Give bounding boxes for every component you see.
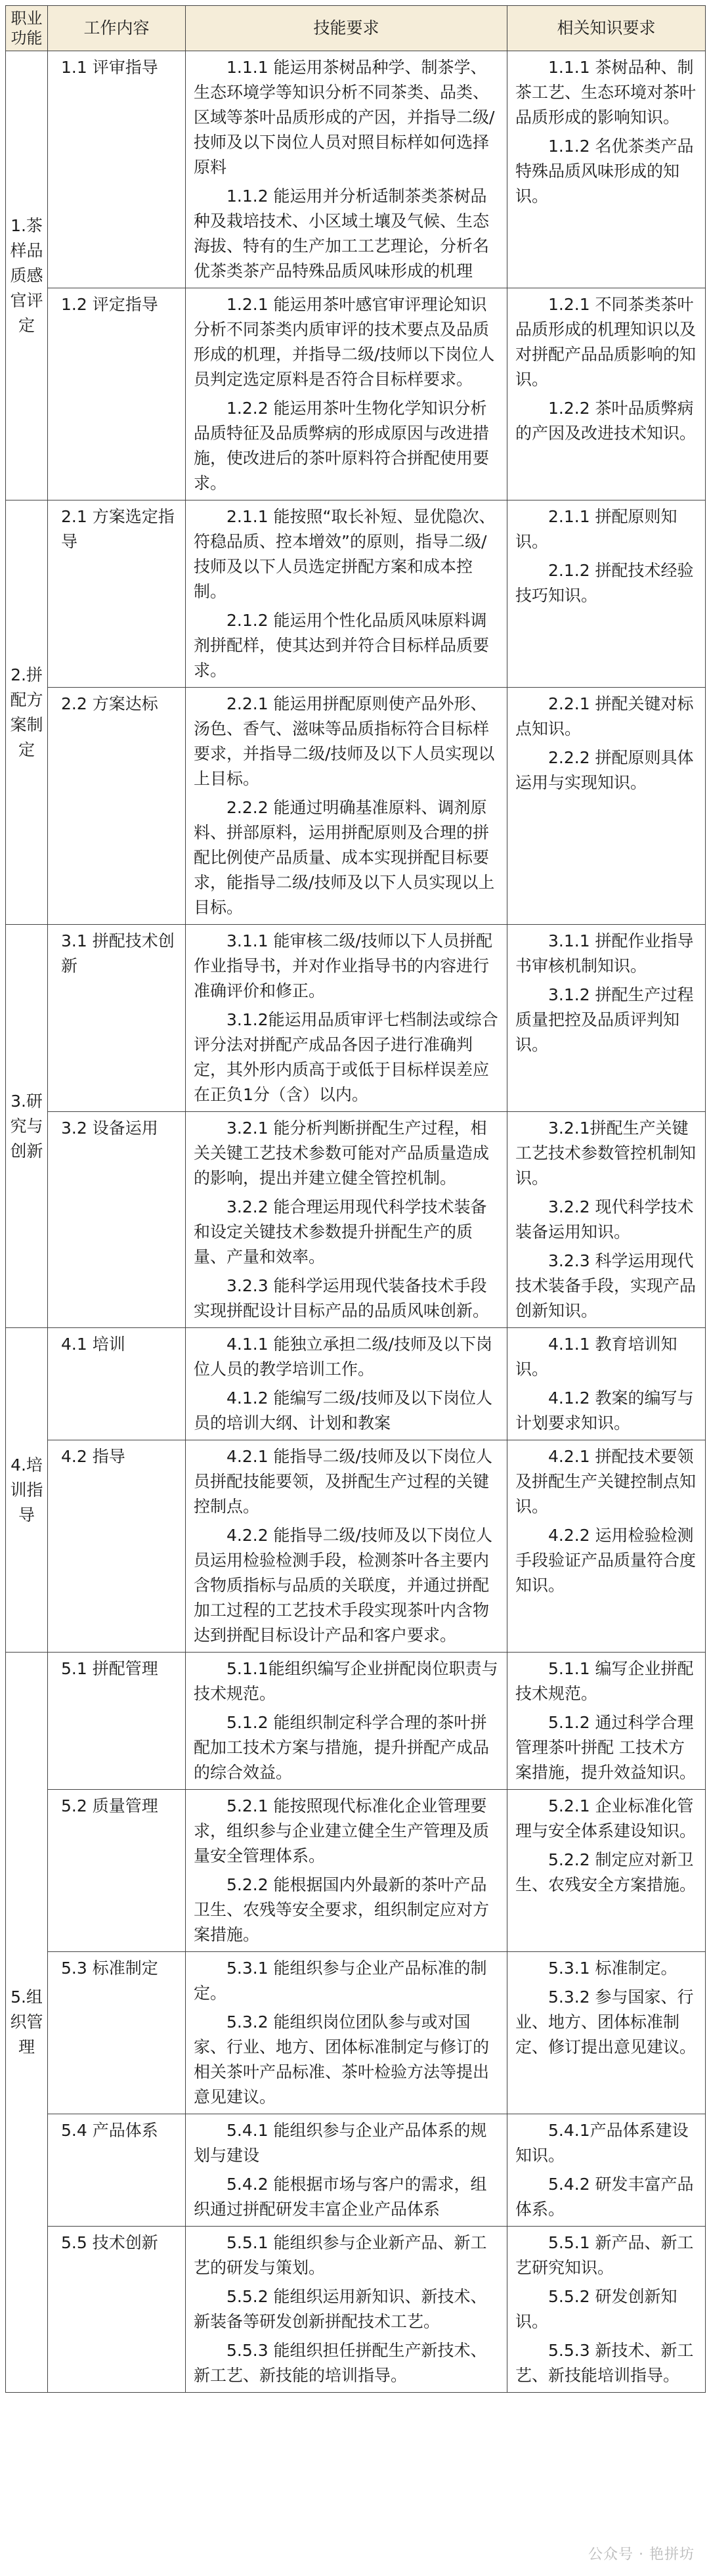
knowledge-item: 1.2.2 茶叶品质弊病的产因及改进技术知识。 <box>515 399 697 443</box>
knowledge-requirement-cell <box>507 288 706 500</box>
skill-requirement-cell <box>186 500 507 688</box>
skill-requirement-item: 4.1.2 能编写二级/技师及以下岗位人员的培训大纲、计划和教案 <box>194 1388 492 1432</box>
skill-requirement-item: 1.2.2 能运用茶叶生物化学知识分析品质特征及品质弊病的形成原因与改进措施，使改进后的茶叶原料符合拼配使用要求。 <box>194 399 490 493</box>
skill-requirement-cell <box>186 925 507 1112</box>
knowledge-item: 5.1.1 编写企业拼配技术规范。 <box>515 1659 694 1703</box>
knowledge-item: 3.2.2 现代科学技术装备运用知识。 <box>515 1197 694 1241</box>
skill-requirement-cell <box>186 2227 507 2393</box>
header-knowledge: 相关知识要求 <box>507 6 706 51</box>
knowledge-item: 4.1.1 教育培训知识。 <box>515 1335 677 1379</box>
table-row <box>6 1790 706 1952</box>
table-row <box>6 1328 706 1440</box>
table-row <box>6 1653 706 1790</box>
work-content-cell: 5.2 质量管理 <box>48 1790 186 1952</box>
work-content-cell: 4.1 培训 <box>48 1328 186 1440</box>
skill-requirement-item: 4.1.1 能独立承担二级/技师及以下岗位人员的教学培训工作。 <box>194 1335 492 1379</box>
knowledge-item: 5.5.3 新技术、新工艺、新技能培训指导。 <box>515 2341 694 2385</box>
table-header-row <box>6 6 706 51</box>
skill-requirement-item: 3.2.3 能科学运用现代装备技术手段实现拼配设计目标产品的品质风味创新。 <box>194 1276 490 1320</box>
table-row <box>6 688 706 925</box>
function-label: 3.研究与创新 <box>10 1091 43 1161</box>
knowledge-item: 5.1.2 通过科学合理管理茶叶拼配 工技术方案措施，提升效益知识。 <box>515 1713 697 1782</box>
knowledge-item: 5.2.2 制定应对新卫生、农残安全方案措施。 <box>515 1850 697 1894</box>
skill-requirement-cell <box>186 1440 507 1653</box>
knowledge-requirement-cell <box>507 1653 706 1790</box>
header-requirements: 技能要求 <box>186 6 507 51</box>
knowledge-item: 4.1.2 教案的编写与计划要求知识。 <box>515 1388 694 1432</box>
work-content-cell: 3.1 拼配技术创新 <box>48 925 186 1112</box>
knowledge-item: 5.3.1 标准制定。 <box>548 1959 677 1978</box>
table-row <box>6 500 706 688</box>
table-row <box>6 2114 706 2227</box>
table-body <box>6 51 706 2393</box>
knowledge-item: 5.5.1 新产品、新工艺研究知识。 <box>515 2233 694 2277</box>
knowledge-item: 2.1.1 拼配原则知识。 <box>515 507 677 551</box>
knowledge-item: 3.1.1 拼配作业指导书审核机制知识。 <box>515 931 694 975</box>
skill-requirement-item: 2.2.2 能通过明确基准原料、调剂原料、拼部原料，运用拼配原则及合理的拼配比例使产品质量、成本实现拼配目标要求，能指导二级/技师及以下人员实现以上目标。 <box>194 798 495 917</box>
work-content-cell: 5.5 技术创新 <box>48 2227 186 2393</box>
knowledge-item: 3.1.2 拼配生产过程质量把控及品质评判知识。 <box>515 985 694 1054</box>
function-cell <box>6 925 48 1328</box>
header-func: 职业功能 <box>6 6 48 51</box>
work-content-cell: 5.1 拼配管理 <box>48 1653 186 1790</box>
skill-requirement-item: 3.2.1 能分析判断拼配生产过程，相关关键工艺技术参数可能对产品质量造成的影响，提出并建立健全管控机制。 <box>194 1119 490 1188</box>
skill-requirement-cell <box>186 288 507 500</box>
skill-requirement-item: 5.2.1 能按照现代标准化企业管理要求，组织参与企业建立健全生产管理及质量安全管理体系。 <box>194 1796 490 1865</box>
table-row <box>6 1440 706 1653</box>
knowledge-requirement-cell <box>507 2114 706 2227</box>
knowledge-item: 2.2.2 拼配原则具体运用与实现知识。 <box>515 748 694 792</box>
skill-requirement-cell <box>186 1112 507 1328</box>
function-label: 1.茶样品质感官评定 <box>10 215 43 335</box>
skill-requirements-table <box>5 5 706 2393</box>
skill-requirement-item: 5.3.2 能组织岗位团队参与或对国家、行业、地方、团体标准制定与修订的相关茶叶产品标准、茶叶检验方法等提出意见建议。 <box>194 2012 490 2106</box>
skill-requirement-item: 4.2.2 能指导二级/技师及以下岗位人员运用检验检测手段，检测茶叶各主要内含物质指标与品质的关联度，并通过拼配加工过程的工艺技术手段实现茶叶内含物达到拼配目标设计产品和客户要求。 <box>194 1526 492 1645</box>
skill-requirement-cell <box>186 1790 507 1952</box>
skill-requirement-item: 3.2.2 能合理运用现代科学技术装备和设定关键技术参数提升拼配生产的质量、产量和效率。 <box>194 1197 487 1266</box>
function-label: 4.培训指导 <box>10 1455 43 1524</box>
work-content-cell: 1.1 评审指导 <box>48 51 186 288</box>
knowledge-item: 3.2.1拼配生产关键工艺技术参数管控机制知识。 <box>515 1119 697 1188</box>
knowledge-item: 1.1.2 名优茶类产品特殊品质风味形成的知识。 <box>515 137 694 206</box>
skill-requirement-cell <box>186 1653 507 1790</box>
skill-requirement-item: 5.4.2 能根据市场与客户的需求，组织通过拼配研发丰富企业产品体系 <box>194 2175 487 2219</box>
work-content-cell: 5.3 标准制定 <box>48 1952 186 2114</box>
skill-requirement-item: 5.1.2 能组织制定科学合理的茶叶拼配加工技术方案与措施，提升拼配产成品的综合效益。 <box>194 1713 490 1782</box>
knowledge-requirement-cell <box>507 51 706 288</box>
knowledge-item: 4.2.2 运用检验检测手段验证产品质量符合度知识。 <box>515 1526 697 1595</box>
table-row <box>6 288 706 500</box>
work-content-cell: 2.1 方案选定指导 <box>48 500 186 688</box>
knowledge-requirement-cell <box>507 1790 706 1952</box>
knowledge-requirement-cell <box>507 1440 706 1653</box>
knowledge-requirement-cell <box>507 1952 706 2114</box>
function-cell <box>6 51 48 500</box>
knowledge-requirement-cell <box>507 1328 706 1440</box>
function-cell <box>6 1328 48 1653</box>
knowledge-requirement-cell <box>507 2227 706 2393</box>
table-row <box>6 1952 706 2114</box>
knowledge-item: 1.2.1 不同茶类茶叶品质形成的机理知识以及对拼配产品品质影响的知识。 <box>515 295 697 389</box>
knowledge-requirement-cell <box>507 1112 706 1328</box>
skill-requirement-item: 5.5.1 能组织参与企业新产品、新工艺的研发与策划。 <box>194 2233 487 2277</box>
skill-requirement-item: 1.2.1 能运用茶叶感官审评理论知识分析不同茶类内质审评的技术要点及品质形成的机理，并指导二级/技师以下岗位人员判定选定原料是否符合目标样要求。 <box>194 295 495 389</box>
knowledge-item: 1.1.1 茶树品种、制茶工艺、生态环境对茶叶品质形成的影响知识。 <box>515 58 697 127</box>
knowledge-item: 3.2.3 科学运用现代技术装备手段，实现产品创新知识。 <box>515 1251 697 1320</box>
skill-requirement-item: 2.1.1 能按照“取长补短、显优隐次、符稳品质、控本增效”的原则，指导二级/技师及以下人员选定拼配方案和成本控制。 <box>194 507 496 601</box>
skill-requirement-item: 5.1.1能组织编写企业拼配岗位职责与技术规范。 <box>194 1659 498 1703</box>
work-content-cell: 1.2 评定指导 <box>48 288 186 500</box>
skill-requirement-cell <box>186 1952 507 2114</box>
work-content-cell: 4.2 指导 <box>48 1440 186 1653</box>
table-row <box>6 925 706 1112</box>
work-content-cell: 5.4 产品体系 <box>48 2114 186 2227</box>
function-cell <box>6 1653 48 2393</box>
knowledge-requirement-cell <box>507 688 706 925</box>
knowledge-requirement-cell <box>507 925 706 1112</box>
skill-requirement-item: 2.2.1 能运用拼配原则使产品外形、汤色、香气、滋味等品质指标符合目标样要求，并指导二级/技师及以下人员实现以上目标。 <box>194 694 495 788</box>
skill-requirement-item: 5.5.2 能组织运用新知识、新技术、新装备等研发创新拼配技术工艺。 <box>194 2287 487 2331</box>
skill-requirement-item: 1.1.1 能运用茶树品种学、制茶学、生态环境学等知识分析不同茶类、品类、区域等茶叶品质形成的产因，并指导二级/技师及以下岗位人员对照目标样如何选择原料 <box>194 58 495 177</box>
skill-requirement-cell <box>186 2114 507 2227</box>
function-cell <box>6 500 48 925</box>
skill-requirement-item: 3.1.2能运用品质审评七档制法或综合评分法对拼配产成品各因子进行准确判定，其外形内质高于或低于目标样误差应在正负1分（含）以内。 <box>194 1010 498 1104</box>
table-row <box>6 2227 706 2393</box>
function-label: 5.组织管理 <box>10 1988 43 2056</box>
skill-requirement-item: 5.5.3 能组织担任拼配生产新技术、新工艺、新技能的培训指导。 <box>194 2341 487 2385</box>
skill-requirement-cell <box>186 51 507 288</box>
watermark: 公众号 · 艳拼坊 <box>588 2546 695 2563</box>
knowledge-item: 2.2.1 拼配关键对标点知识。 <box>515 694 694 738</box>
knowledge-item: 2.1.2 拼配技术经验技巧知识。 <box>515 561 694 605</box>
skill-requirement-item: 4.2.1 能指导二级/技师及以下岗位人员拼配技能要领，及拼配生产过程的关键控制点。 <box>194 1447 492 1516</box>
knowledge-item: 5.5.2 研发创新知识。 <box>515 2287 677 2331</box>
work-content-cell: 2.2 方案达标 <box>48 688 186 925</box>
table-row <box>6 1112 706 1328</box>
knowledge-item: 5.4.2 研发丰富产品体系。 <box>515 2175 694 2219</box>
knowledge-item: 5.4.1产品体系建设知识。 <box>515 2121 689 2165</box>
skill-requirement-item: 3.1.1 能审核二级/技师以下人员拼配作业指导书，并对作业指导书的内容进行准确评价和修正。 <box>194 931 492 1000</box>
skill-requirement-item: 5.4.1 能组织参与企业产品体系的规划与建设 <box>194 2121 487 2165</box>
skill-requirement-item: 5.3.1 能组织参与企业产品标准的制定。 <box>194 1959 487 2003</box>
knowledge-item: 5.3.2 参与国家、行业、地方、团体标准制定、修订提出意见建议。 <box>515 1988 697 2056</box>
knowledge-item: 4.2.1 拼配技术要领及拼配生产关键控制点知识。 <box>515 1447 697 1516</box>
function-label: 2.拼配方案制定 <box>10 665 43 759</box>
skill-requirement-cell <box>186 688 507 925</box>
skill-requirement-cell <box>186 1328 507 1440</box>
table-row <box>6 51 706 288</box>
knowledge-item: 5.2.1 企业标准化管理与安全体系建设知识。 <box>515 1796 697 1840</box>
skill-requirement-item: 5.2.2 能根据国内外最新的茶叶产品卫生、农残等安全要求，组织制定应对方案措施。 <box>194 1875 490 1944</box>
skill-requirement-item: 1.1.2 能运用并分析适制茶类茶树品种及栽培技术、小区域土壤及气候、生态海拔、特有的生产加工工艺理论，分析名优茶类茶产品特殊品质风味形成的机理 <box>194 187 490 280</box>
header-content: 工作内容 <box>48 6 186 51</box>
knowledge-requirement-cell <box>507 500 706 688</box>
work-content-cell: 3.2 设备运用 <box>48 1112 186 1328</box>
skill-requirement-item: 2.1.2 能运用个性化品质风味原料调剂拼配样，使其达到并符合目标样品质要求。 <box>194 611 490 680</box>
